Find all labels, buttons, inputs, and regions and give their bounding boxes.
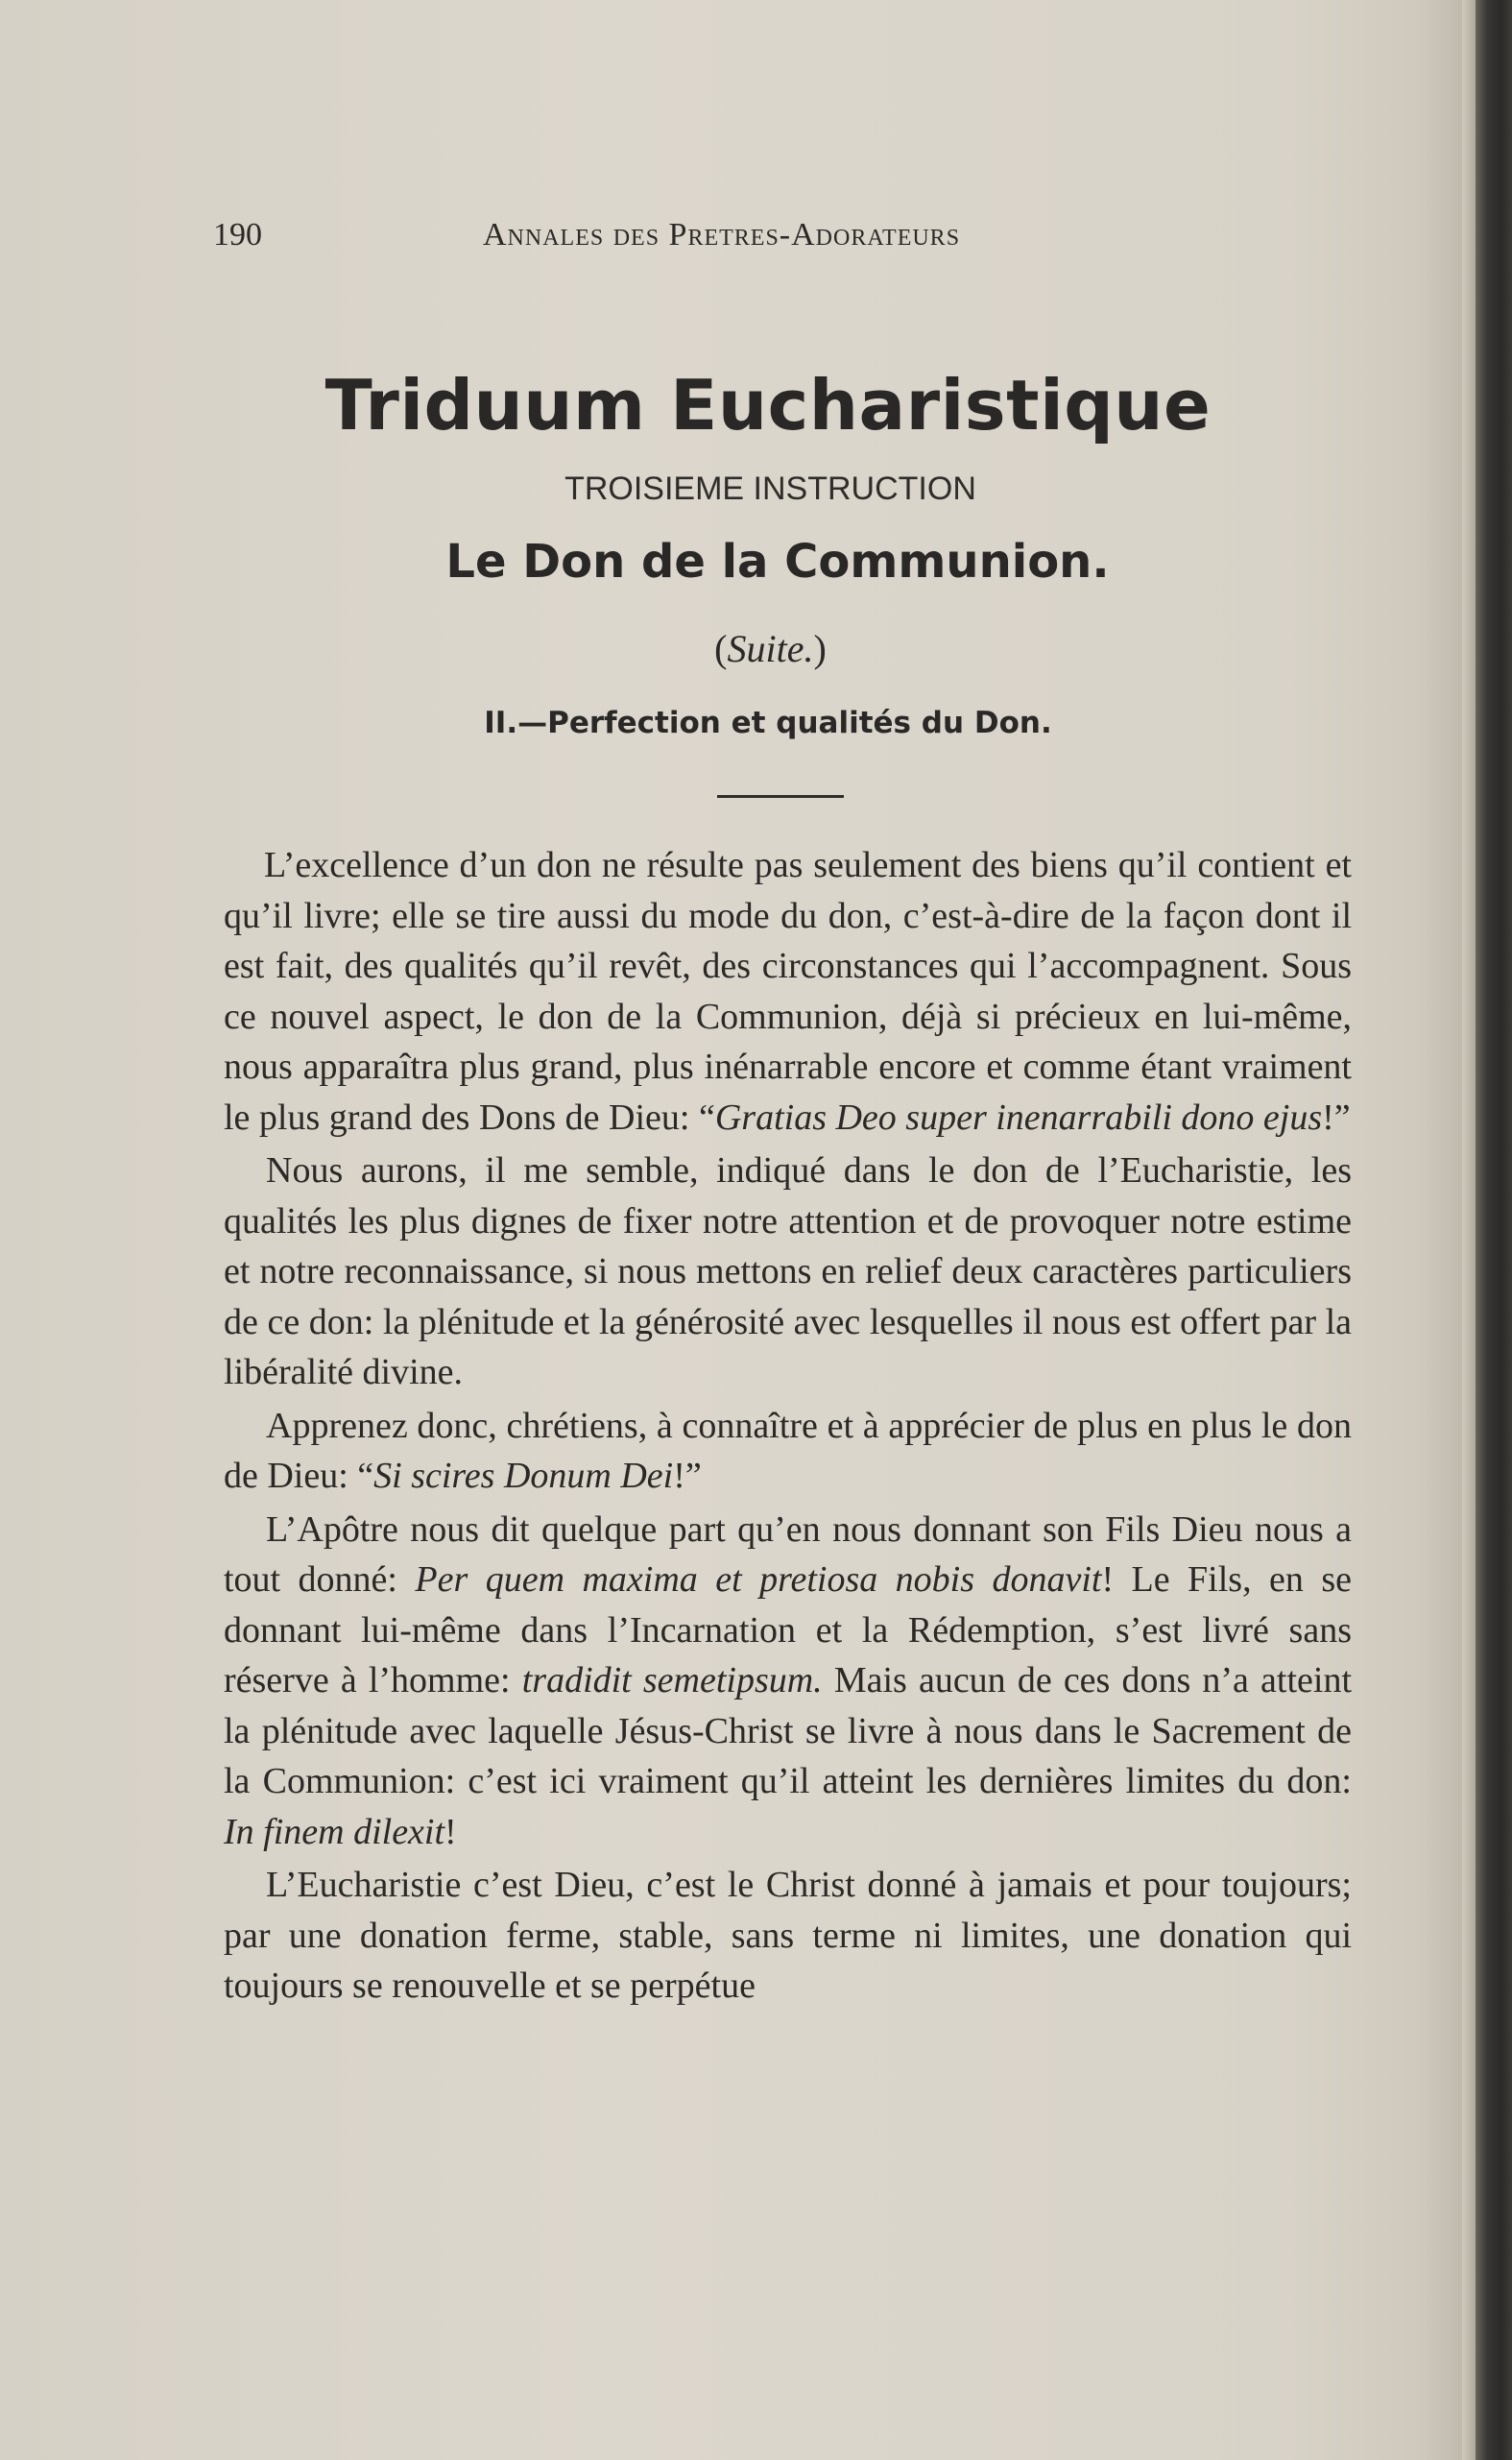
paragraph-4-text-2: ! Le Fils, en se donnant lui-même dans l’Incarnation et la Rédemption, s’est livré sans réserve à l’homme: (224, 1559, 1352, 1700)
paragraph-4 (224, 1505, 1352, 1858)
paragraph-2 (224, 1146, 1352, 1398)
paragraph-1-text: L’excellence d’un don ne résulte pas seulement des biens qu’il contient et qu’il livre; elle se tire aussi du mode du don, c’est-à-dire de la façon dont il est fait, des qualités qu’il revêt, des circonstances qui l’accompagnent. Sous ce nouvel aspect, le don de la Communion, déjà si précieux en lui-même, nous apparaîtra plus grand, plus inénarrable encore et comme étant vraiment le plus grand des Dons de Dieu: “ (224, 845, 1352, 1138)
paragraph-5 (224, 1860, 1352, 2012)
paragraph-4-text-1: L’Apôtre nous dit quelque part qu’en nous donnant son Fils Dieu nous a tout donné: (224, 1508, 1352, 1600)
running-title: Annales des Pretres-Adorateurs (483, 217, 961, 253)
paragraph-3 (224, 1401, 1352, 1502)
paragraph-3-quote: Si scires Donum Dei (373, 1456, 674, 1496)
section-heading: II.—Perfection et qualités du Don. (484, 706, 1052, 740)
page-number: 190 (213, 217, 262, 253)
suite-open: ( (714, 627, 728, 670)
paragraph-3-end: !” (673, 1456, 702, 1496)
paragraph-4-quote-1: Per quem maxima et pretiosa nobis donavit (415, 1559, 1102, 1600)
article-subtitle: Le Don de la Communion. (445, 535, 1110, 589)
paragraph-1 (224, 840, 1352, 1143)
paragraph-4-end: ! (444, 1811, 457, 1852)
suite-note (0, 626, 1512, 671)
divider-rule (717, 795, 844, 798)
paragraph-2-text: Nous aurons, il me semble, indiqué dans le don de l’Eucharistie, les qualités les plus dignes de fixer notre attention et de provoquer notre estime et notre reconnaissance, si nous mettons en relief deux caractères particuliers de ce don: la plénitude et la générosité avec lesquelles il nous est offert par la libéralité divine. (224, 1150, 1352, 1392)
running-head (0, 217, 1512, 259)
paragraph-1-end: !” (1322, 1097, 1351, 1138)
paragraph-4-quote-2: tradidit semetipsum. (521, 1660, 823, 1700)
suite-close: ) (813, 627, 827, 670)
body-text (224, 840, 1352, 2014)
article-title: Triduum Eucharistique (324, 365, 1212, 446)
suite-word: Suite. (727, 627, 814, 670)
paragraph-1-quote: Gratias Deo super inenarrabili dono ejus (714, 1097, 1323, 1138)
instruction-label: TROISIEME INSTRUCTION (564, 470, 976, 507)
paragraph-5-text: L’Eucharistie c’est Dieu, c’est le Christ donné à jamais et pour toujours; par une donation ferme, stable, sans terme ni limites, une donation qui toujours se renouvelle et se perpétue (224, 1865, 1352, 2006)
paragraph-4-text-3: Mais aucun de ces dons n’a atteint la plénitude avec laquelle Jésus-Christ se livre à nous dans le Sacrement de la Communion: c’est ici vraiment qu’il atteint les dernières limites du don: (224, 1660, 1353, 1801)
paragraph-3-text: Apprenez donc, chrétiens, à connaître et à apprécier de plus en plus le don de Dieu: “ (224, 1405, 1352, 1496)
paragraph-4-quote-3: In finem dilexit (224, 1811, 445, 1852)
